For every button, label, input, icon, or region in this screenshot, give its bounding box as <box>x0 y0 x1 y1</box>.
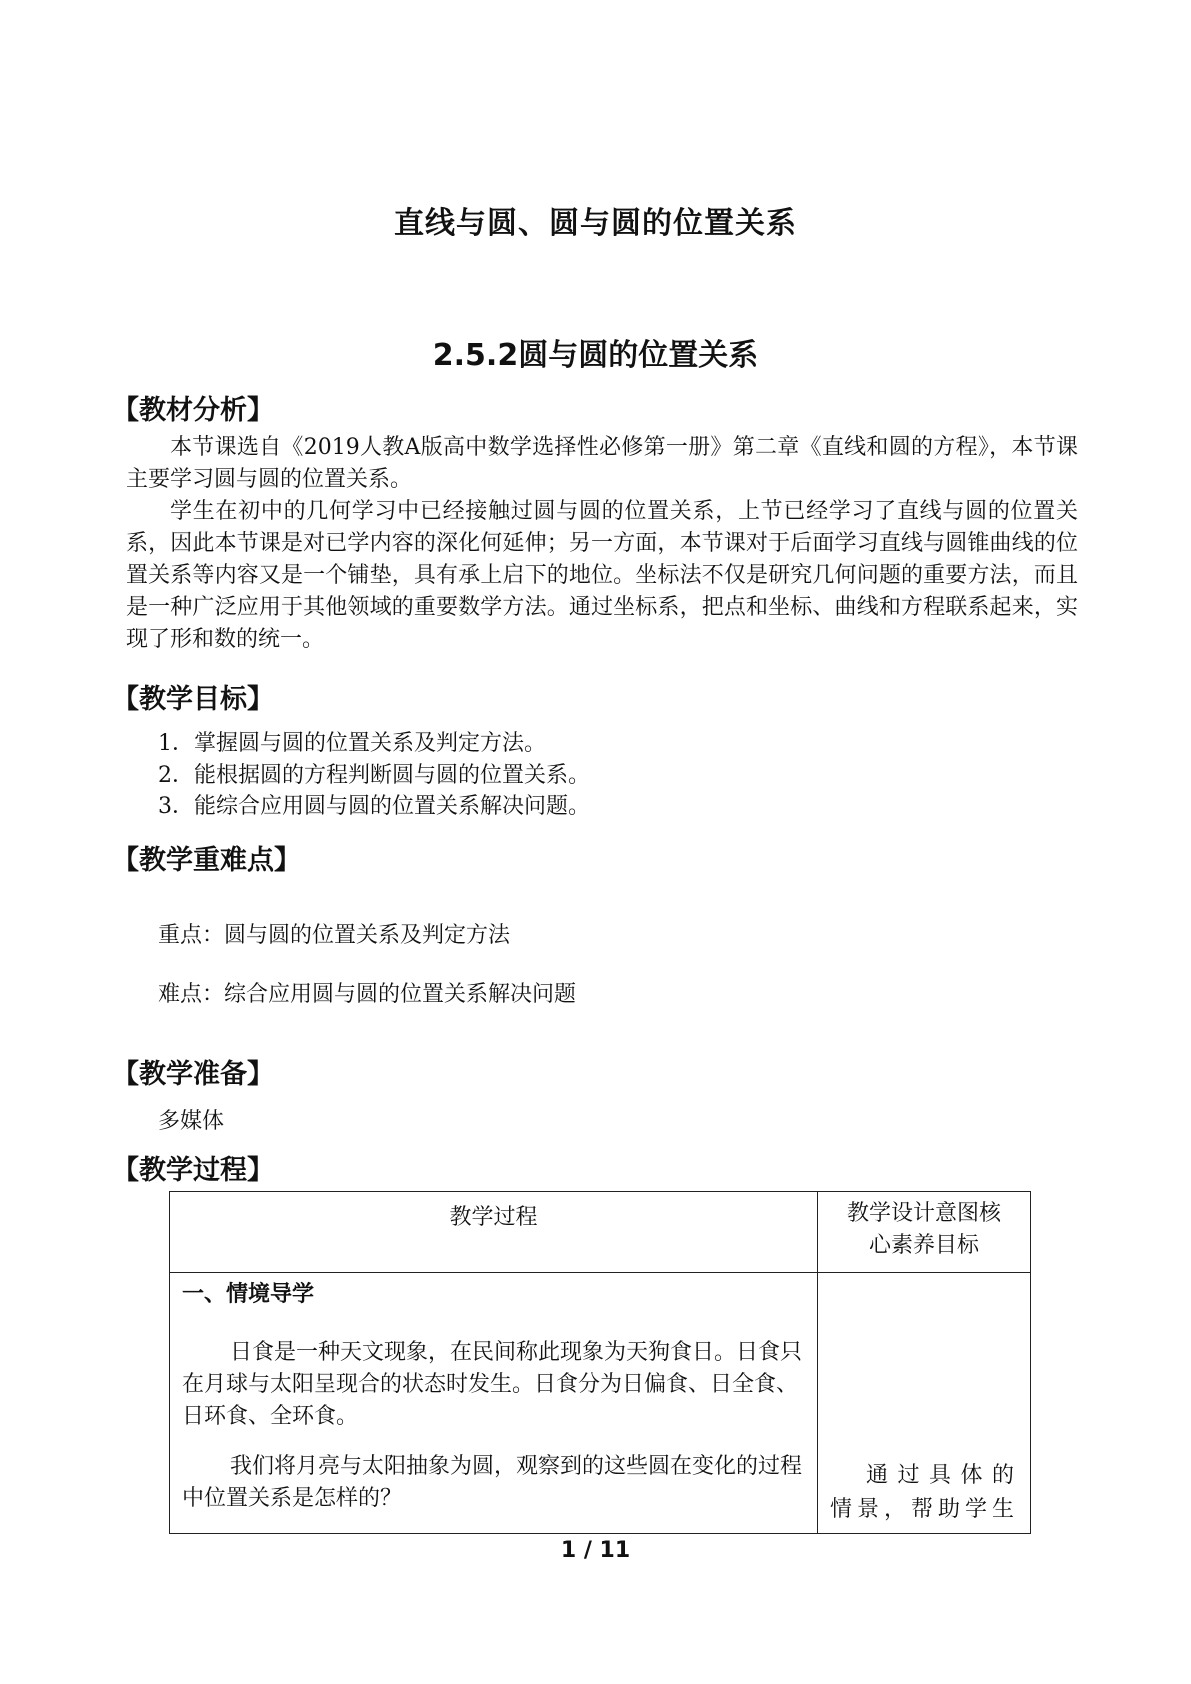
analysis-paragraph-1: 本节课选自《2019人教A版高中数学选择性必修第一册》第二章《直线和圆的方程》，本节课主要学习圆与圆的位置关系。 <box>126 435 1078 492</box>
process-cell <box>170 1273 818 1534</box>
page-number: 1 / 11 <box>560 1538 631 1563</box>
step-paragraph-1: 日食是一种天文现象，在民间称此现象为天狗食日。日食只在月球与太阳呈现合的状态时发生。日食分为日偏食、日全食、日环食、全环食。 <box>182 1340 803 1429</box>
key-points-heading: 【教学重难点】 <box>112 845 301 876</box>
table-header-row <box>170 1192 1031 1273</box>
analysis-text <box>126 432 1078 656</box>
lesson-subtitle: 2.5.2圆与圆的位置关系 <box>432 338 759 373</box>
process-column-header: 教学过程 <box>170 1192 818 1273</box>
goals-heading: 【教学目标】 <box>112 684 274 715</box>
step-title: 一、情境导学 <box>182 1282 315 1307</box>
step-paragraph-2: 我们将月亮与太阳抽象为圆，观察到的这些圆在变化的过程中位置关系是怎样的？ <box>182 1454 803 1511</box>
difficult-point-text: 难点：综合应用圆与圆的位置关系解决问题 <box>158 982 577 1007</box>
intent-text <box>830 1459 1018 1527</box>
goal-item-2: 2．能根据圆的方程判断圆与圆的位置关系。 <box>158 763 590 788</box>
intent-header-line-1: 教学设计意图核 <box>846 1201 1001 1226</box>
key-point-text: 重点：圆与圆的位置关系及判定方法 <box>158 923 511 948</box>
intent-header-line-2: 心素养目标 <box>868 1233 979 1258</box>
goal-item-3: 3．能综合应用圆与圆的位置关系解决问题。 <box>158 794 590 819</box>
preparation-text: 多媒体 <box>158 1109 225 1134</box>
table-row <box>170 1273 1031 1534</box>
analysis-paragraph-2: 学生在初中的几何学习中已经接触过圆与圆的位置关系，上节已经学习了直线与圆的位置关系，因此本节课是对已学内容的深化何延伸；另一方面，本节课对于后面学习直线与圆锥曲线的位置关系等内容又是一个铺垫，具有承上启下的地位。坐标法不仅是研究几何问题的重要方法，而且是一种广泛应用于其他领域的重要数学方法。通过坐标系，把点和坐标、曲线和方程联系起来，实现了形和数的统一。 <box>126 499 1078 652</box>
intent-line-1: 通过具体的 <box>866 1463 1018 1488</box>
intent-line-2: 情景，帮助学生 <box>830 1497 1018 1522</box>
preparation-heading: 【教学准备】 <box>112 1059 274 1090</box>
intent-cell <box>818 1273 1031 1534</box>
process-heading: 【教学过程】 <box>112 1155 274 1186</box>
analysis-heading: 【教材分析】 <box>112 395 274 426</box>
document-title: 直线与圆、圆与圆的位置关系 <box>394 206 797 241</box>
teaching-process-table <box>169 1191 1031 1534</box>
intent-column-header <box>818 1192 1031 1273</box>
goal-item-1: 1．掌握圆与圆的位置关系及判定方法。 <box>158 731 546 756</box>
